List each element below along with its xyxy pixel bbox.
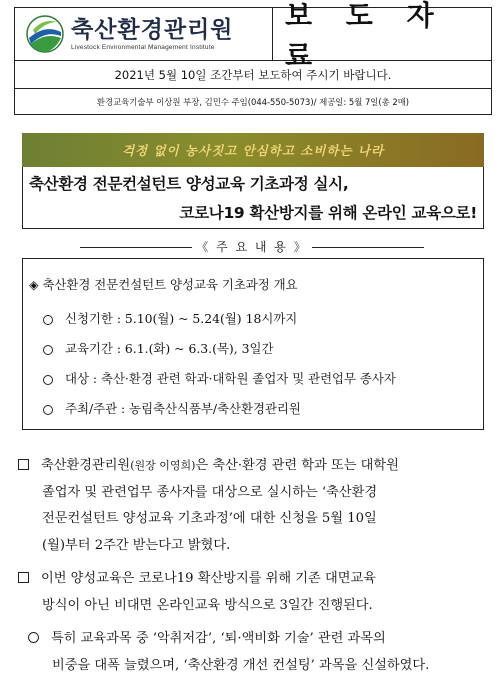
slogan-banner: 걱정 없이 농사짓고 안심하고 소비하는 나라 [22,133,484,167]
summary-item-text: 대상 : 축산·환경 관련 학과·대학원 졸업자 및 관련업무 종사자 [65,371,396,386]
headline-box [22,167,484,229]
circle-bullet-icon [43,315,53,325]
square-bullet-icon [18,572,29,583]
org-name: 축산환경관리원 [71,17,234,43]
org-name-english: Livestock Environmental Management Institute [71,44,234,51]
press-header [14,7,492,61]
embargo-notice: 2021년 5월 10일 조간부터 보도하여 주시기 바랍니다. [14,61,492,89]
org-logo [15,8,273,60]
summary-item-text: 신청기한 : 5.10(월) ~ 5.24(월) 18시까지 [65,311,297,326]
paragraph-line [18,453,488,480]
circle-bullet-icon [43,375,53,385]
body-paragraph-3 [28,626,488,679]
headline-line-1: 축산환경 전문컨설턴트 양성교육 기초과정 실시, [29,172,348,194]
summary-item [43,309,297,327]
press-release-label: 보 도 자 료 [273,8,491,60]
body-paragraph-1 [18,453,488,559]
summary-item [43,339,273,357]
circle-bullet-icon [43,405,53,415]
circle-bullet-icon [43,345,53,355]
square-bullet-icon [18,459,29,470]
summary-heading-text: 《 주 요 내 용 》 [196,240,307,254]
divider [312,247,424,248]
paragraph-line [18,566,488,593]
body-paragraph-2 [18,566,488,619]
summary-item-text: 주최/주관 : 농림축산식품부/축산환경관리원 [65,401,301,416]
summary-title: ◈ 축산환경 전문컨설턴트 양성교육 기초과정 개요 [29,275,298,293]
paragraph-line: 졸업자 및 관련업무 종사자를 대상으로 실시하는 ‘축산환경 [18,480,488,507]
org-emblem-icon [25,14,65,54]
summary-box [22,258,484,430]
paragraph-line [28,626,488,653]
contact-info: 환경교육기술부 이상원 부장, 김민수 주임(044-550-5073)/ 제공일: 5월 7일(총 2매) [14,89,492,115]
headline-line-2: 코로나19 확산방지를 위해 온라인 교육으로! [179,201,477,223]
divider [80,247,192,248]
summary-item [43,369,396,387]
paragraph-line: 비중을 대폭 늘렸으며, ‘축산환경 개선 컨설팅’ 과목을 신설하였다. [28,653,488,679]
paragraph-line: 전문컨설턴트 양성교육 기초과정’에 대한 신청을 5월 10일 [18,506,488,533]
summary-item-text: 교육기간 : 6.1.(화) ~ 6.3.(목), 3일간 [65,341,273,356]
paragraph-text: 은 축산·환경 관련 학과 또는 대학원 [195,458,399,473]
paragraph-text: 특히 교육과목 중 ‘악취저감’, ‘퇴·액비화 기술’ 관련 과목의 [51,631,386,646]
circle-bullet-icon [28,632,39,643]
summary-item [43,399,301,417]
paragraph-text: 축산환경관리원 [41,458,130,473]
paragraph-line: (월)부터 2주간 받는다고 밝혔다. [18,533,488,560]
summary-heading [0,238,504,255]
paragraph-text: (원장 이영희) [130,459,195,472]
paragraph-text: 이번 양성교육은 코로나19 확산방지를 위해 기존 대면교육 [41,571,376,586]
paragraph-line: 방식이 아닌 비대면 온라인교육 방식으로 3일간 진행된다. [18,593,488,620]
